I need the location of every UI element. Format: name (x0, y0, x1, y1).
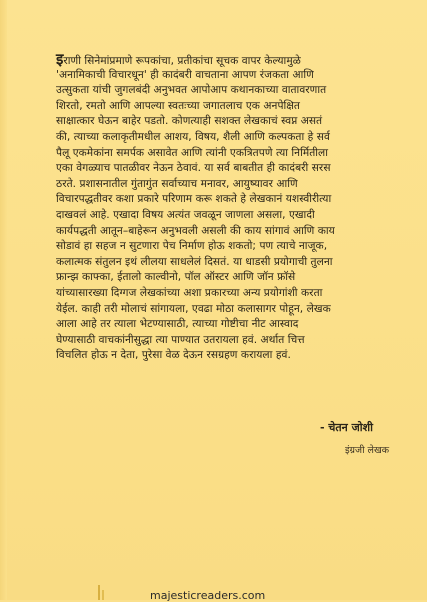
blurb-line: येईल. काही तरी मोलाचं सांगायला, एवढा मोठा कलासागर पोहून, लेखक (56, 302, 331, 315)
blurb-line: कार्यपद्धती आतून–बाहेरून अनुभवली असली की काय सांगावं आणि काय (56, 224, 335, 237)
decorative-mark (102, 590, 104, 600)
dropcap: इ (56, 50, 64, 68)
spine-edge (0, 0, 7, 600)
decorative-mark (98, 585, 100, 600)
blurb-line: दाखवलं आहे. एखादा विषय अत्यंत जवळून जाणला असला, एखादी (56, 208, 315, 221)
blurb-text (56, 52, 396, 364)
blurb-line: फ्रान्झ काफ्का, ईतालो काल्वीनो, पॉल ऑस्टर आणि जॉन फ्रॉसे (56, 271, 296, 284)
blurb-line: उत्सुकता यांची जुगलबंदी अनुभवत आपोआप कथानकाच्या वातावरणात (56, 84, 327, 97)
blurb-line: शिरतो, रमतो आणि आपल्या स्वतःच्या जगातलाच एक अनपेक्षित (56, 99, 300, 112)
watermark-url: majesticreaders.com (150, 589, 266, 602)
blurb-line: की, त्याच्या कलाकृतीमधील आशय, विषय, शैली आणि कल्पकता हे सर्व (56, 130, 330, 143)
blurb-line: इराणी सिनेमांप्रमाणे रूपकांचा, प्रतीकांचा सूचक वापर केल्यामुळे (56, 50, 301, 68)
blurb-line: 'अनामिकाची विचारधून' ही कादंबरी वाचताना आपण रंजकता आणि (56, 68, 314, 81)
blurb-line: सोडावं हा सहज न सुटणारा पेच निर्माण होऊ शकतो; पण त्याचे नाजूक, (56, 240, 328, 253)
author-designation: इंग्रजी लेखक (345, 445, 390, 456)
blurb-line: घेण्यासाठी वाचकांनीसुद्धा त्या पाण्यात उतरायला हवं. अर्थात चित्त (56, 333, 305, 346)
blurb-line: विचलित होऊ न देता, पुरेसा वेळ देऊन रसग्रहण करायला हवं. (56, 349, 291, 362)
blurb-line: ठरते. प्रशासनातील गुंतागुंत सर्वाच्याच मनावर, आयुष्यावर आणि (56, 177, 298, 190)
blurb-line: विचारपद्धतीवर कशा प्रकारे परिणाम करू शकते हे लेखकानं यशस्वीरीत्या (56, 193, 332, 206)
author-signature: - चेतन जोशी (320, 421, 373, 434)
blurb-line: कलात्मक संतुलन इथं लीलया साधलेलं दिसतं. या धाडसी प्रयोगाची तुलना (56, 255, 333, 268)
blurb-line: पैलू एकमेकांना समर्पक असावेत आणि त्यांनी एकत्रितपणे त्या निर्मितीला (56, 146, 329, 159)
blurb-line: साक्षात्कार घेऊन बाहेर पडतो. कोणत्याही सशक्त लेखकाचं स्वप्न असतं (56, 115, 323, 128)
blurb-line: आला आहे तर त्याला भेटण्यासाठी, त्याच्या गोष्टीचा नीट आस्वाद (56, 318, 299, 331)
blurb-line: यांच्यासारख्या दिग्गज लेखकांच्या अशा प्रकारच्या अन्य प्रयोगांशी करता (56, 286, 323, 299)
blurb-line: एका वेगळ्याच पातळीवर नेऊन ठेवावं. या सर्व बाबतीत ही कादंबरी सरस (56, 162, 331, 175)
